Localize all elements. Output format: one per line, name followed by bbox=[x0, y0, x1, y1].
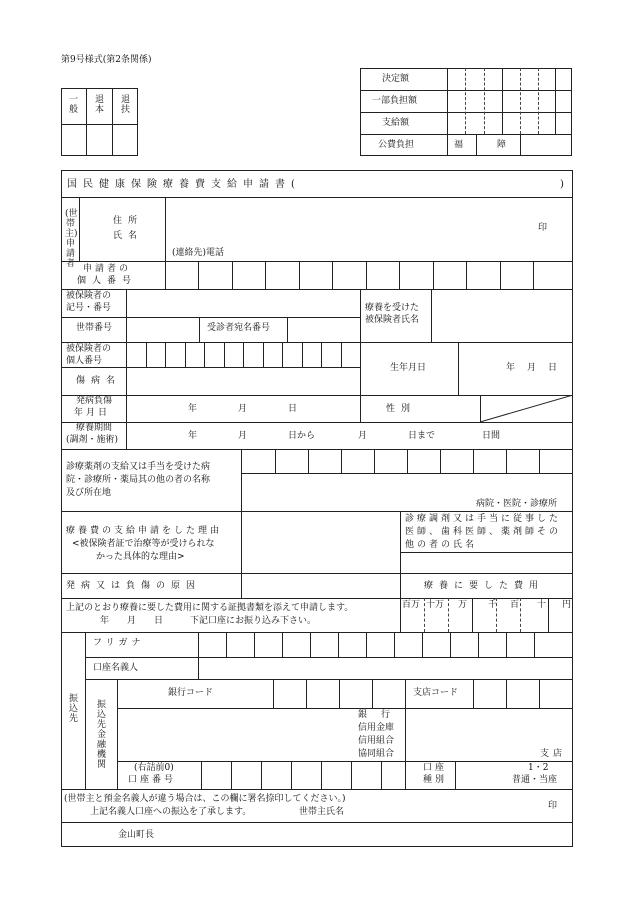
period-label-1: 療養期間 bbox=[76, 423, 113, 433]
type-bank: 銀行 bbox=[358, 710, 405, 720]
insured-number-label-2: 個人番号 bbox=[66, 356, 103, 366]
furigana-label: フリガナ bbox=[93, 638, 145, 648]
personal-number-label-2: 個人番号 bbox=[77, 276, 138, 286]
practitioner-label-3: 他の者の氏名 bbox=[405, 540, 478, 550]
reason-label-1: 療養費の支給申請をした理由 bbox=[66, 526, 223, 536]
birth-year: 年 bbox=[506, 363, 516, 373]
type-cooperative: 協同組合 bbox=[358, 749, 395, 759]
cause-label: 発病又は負傷の原因 bbox=[66, 581, 202, 591]
class-general: 一般 bbox=[68, 95, 78, 116]
account-type-label-2: 種別 bbox=[423, 775, 448, 785]
type-credit-union: 信用組合 bbox=[358, 736, 395, 746]
form-number: 第9号様式(第2条関係) bbox=[61, 55, 152, 65]
reason-label-2: <被保険者証で治療等が受けられな bbox=[72, 539, 215, 549]
unit-thousand: 千 bbox=[488, 600, 498, 610]
account-holder-label: 口座名義人 bbox=[93, 663, 139, 673]
period-month-2: 月 bbox=[358, 431, 368, 441]
period-label-2: (調剤・施術) bbox=[66, 435, 119, 445]
transfer-label: 振込先 bbox=[68, 694, 78, 725]
mayor-addressee: 金山町長 bbox=[118, 830, 155, 840]
hospital-label-2: 院・診療所・薬局其の他の者の名称 bbox=[66, 475, 211, 485]
consent-seal: 印 bbox=[548, 801, 558, 811]
declaration-line-2: 年 月 日 下記口座にお振り込み下さい。 bbox=[100, 616, 317, 626]
period-until: 日まで bbox=[408, 431, 436, 441]
name-label: 氏名 bbox=[113, 231, 144, 241]
public-burden-label: 公費負担 bbox=[378, 140, 415, 150]
decided-amount-label: 決定額 bbox=[382, 74, 410, 84]
hospital-label-3: 及び所在地 bbox=[66, 488, 112, 498]
period-month: 月 bbox=[238, 431, 248, 441]
onset-label-1: 発病負傷 bbox=[76, 396, 113, 406]
class-retire-dependent: 退扶 bbox=[120, 95, 130, 116]
household-head-name-label: 世帯主氏名 bbox=[299, 807, 345, 817]
insured-symbol-label-2: 記号・番号 bbox=[66, 303, 112, 313]
applicant-seal: 印 bbox=[538, 223, 548, 233]
onset-day: 日 bbox=[288, 404, 298, 414]
branch-code-label: 支店コード bbox=[413, 688, 459, 698]
birth-date-label: 生年月日 bbox=[390, 363, 427, 373]
onset-month: 月 bbox=[238, 404, 248, 414]
period-from: 日から bbox=[288, 431, 316, 441]
personal-number-label-1: 申請者の bbox=[83, 264, 132, 274]
household-number-label: 世帯番号 bbox=[76, 323, 113, 333]
left-align-note: (右詰前0) bbox=[134, 763, 174, 773]
recipient-number-label: 受診者宛名番号 bbox=[207, 323, 271, 333]
onset-year: 年 bbox=[188, 404, 198, 414]
unit-ten-thousand: 万 bbox=[458, 600, 468, 610]
disability-label: 障 bbox=[497, 140, 507, 150]
unit-yen: 円 bbox=[562, 600, 572, 610]
disease-label: 傷病名 bbox=[76, 376, 122, 386]
type-credit-bank: 信用金庫 bbox=[358, 723, 395, 733]
account-type-options-2: 普通・当座 bbox=[512, 775, 558, 785]
practitioner-label-2: 医師、歯科医師、薬剤師その bbox=[405, 527, 562, 537]
treated-name-label-2: 被保険者氏名 bbox=[365, 315, 420, 325]
insured-number-label-1: 被保険者の bbox=[66, 344, 112, 354]
reason-label-3: かった具体的な理由> bbox=[96, 552, 185, 562]
consent-line-1: (世帯主と預金名義人が違う場合は、この欄に署名捺印してください。) bbox=[64, 794, 346, 804]
sex-diagonal bbox=[480, 395, 573, 422]
account-number-label: 口座番号 bbox=[128, 775, 177, 785]
birth-month: 月 bbox=[527, 363, 537, 373]
branch-suffix: 支店 bbox=[540, 749, 567, 759]
bank-code-label: 銀行コード bbox=[168, 688, 214, 698]
treated-name-label-1: 療養を受けた bbox=[365, 303, 420, 313]
contact-phone-label: (連絡先)電話 bbox=[172, 248, 225, 258]
hospital-label-1: 診療薬剤の支給又は手当を受けた病 bbox=[66, 462, 211, 472]
period-days: 日間 bbox=[482, 431, 501, 441]
hospital-suffix: 病院・医院・診療所 bbox=[476, 499, 558, 509]
partial-burden-label: 一部負担額 bbox=[372, 96, 418, 106]
consent-line-2: 上記名義人口座への振込を了承します。 bbox=[90, 807, 252, 817]
insured-symbol-label-1: 被保険者の bbox=[66, 291, 112, 301]
unit-hundred: 百 bbox=[510, 600, 520, 610]
period-year: 年 bbox=[188, 431, 198, 441]
address-label: 住所 bbox=[113, 216, 144, 226]
account-type-label-1: 口座 bbox=[423, 763, 448, 773]
class-retire-main: 退本 bbox=[94, 95, 104, 116]
form-title: 国民健康保険療養費支給申請書( bbox=[67, 179, 301, 190]
birth-day: 日 bbox=[548, 363, 558, 373]
practitioner-label-1: 診療調剤又は手当に従事した bbox=[405, 514, 562, 524]
account-type-options-1: 1・2 bbox=[528, 763, 549, 773]
welfare-label: 福 bbox=[454, 140, 464, 150]
cost-label: 療養に要した費用 bbox=[424, 581, 545, 591]
onset-label-2: 年月日 bbox=[74, 408, 111, 418]
institution-label: 振込先金融機関 bbox=[96, 700, 106, 771]
unit-hundred-thousand: 十万 bbox=[426, 600, 445, 610]
sex-label: 性別 bbox=[386, 404, 417, 414]
applicant-label: (世帯主)申請者 bbox=[65, 209, 78, 270]
payment-amount-label: 支給額 bbox=[382, 118, 410, 128]
unit-ten: 十 bbox=[537, 600, 547, 610]
declaration-line-1: 上記のとおり療養に要した費用に関する証拠書類を添えて申請します。 bbox=[66, 603, 354, 613]
unit-million: 百万 bbox=[402, 600, 421, 610]
form-title-close: ) bbox=[560, 179, 564, 190]
